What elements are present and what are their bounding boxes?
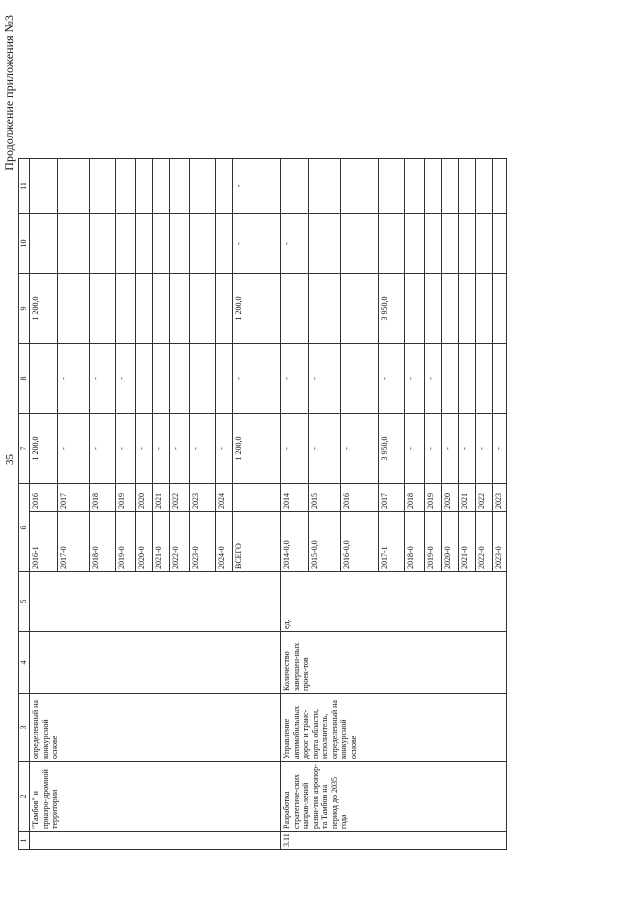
regional-cell xyxy=(442,274,459,344)
federal-cell: - xyxy=(425,344,442,414)
total-cell: - xyxy=(281,414,309,484)
indicator-cell xyxy=(30,632,281,694)
local-cell xyxy=(493,214,507,274)
local-cell xyxy=(425,214,442,274)
total-cell: 1 200,0 xyxy=(233,414,281,484)
year-cell xyxy=(233,484,281,512)
total-cell: - xyxy=(405,414,425,484)
regional-cell xyxy=(405,274,425,344)
header-cell: 11 xyxy=(19,159,30,214)
federal-cell xyxy=(442,344,459,414)
total-cell: - xyxy=(459,414,476,484)
federal-cell xyxy=(190,344,216,414)
indicator-value-cell: 2015-0,0 xyxy=(309,512,341,572)
regional-cell xyxy=(190,274,216,344)
regional-cell xyxy=(309,274,341,344)
caption: Продолжение приложения №3 xyxy=(2,15,16,171)
year-cell: 2018 xyxy=(90,484,116,512)
local-cell xyxy=(216,214,233,274)
other-cell xyxy=(90,159,116,214)
other-cell xyxy=(136,159,153,214)
local-cell xyxy=(116,214,136,274)
header-cell: 10 xyxy=(19,214,30,274)
other-cell xyxy=(216,159,233,214)
event-name-cell: "Тамбов" и приаэро-дромной территории xyxy=(30,762,281,832)
federal-cell xyxy=(216,344,233,414)
other-cell xyxy=(493,159,507,214)
total-cell: - xyxy=(493,414,507,484)
indicator-value-cell: 2022-0 xyxy=(170,512,190,572)
local-cell xyxy=(476,214,493,274)
total-cell: - xyxy=(58,414,90,484)
federal-cell: - xyxy=(233,344,281,414)
other-cell xyxy=(309,159,341,214)
total-cell: - xyxy=(136,414,153,484)
federal-cell xyxy=(170,344,190,414)
indicator-value-cell: 2017-1 xyxy=(379,512,405,572)
header-cell: 3 xyxy=(19,694,30,762)
other-cell xyxy=(30,159,58,214)
local-cell xyxy=(170,214,190,274)
year-cell: 2014 xyxy=(281,484,309,512)
year-cell: 2020 xyxy=(136,484,153,512)
executor-cell: Управление автомобильных дорог и транс-порта области, исполнитель, определенный на конкурсной основе xyxy=(281,694,507,762)
regional-cell xyxy=(281,274,309,344)
total-cell: - xyxy=(116,414,136,484)
header-row xyxy=(19,15,30,850)
federal-cell: - xyxy=(405,344,425,414)
appendix-table xyxy=(18,14,507,850)
year-cell: 2019 xyxy=(116,484,136,512)
regional-cell xyxy=(425,274,442,344)
regional-cell xyxy=(170,274,190,344)
regional-cell xyxy=(153,274,170,344)
local-cell xyxy=(136,214,153,274)
other-cell xyxy=(405,159,425,214)
federal-cell xyxy=(493,344,507,414)
indicator-value-cell: 2020-0 xyxy=(442,512,459,572)
federal-cell: - xyxy=(116,344,136,414)
local-cell xyxy=(30,214,58,274)
total-cell: - xyxy=(476,414,493,484)
local-cell xyxy=(459,214,476,274)
table-row xyxy=(281,15,309,850)
regional-cell xyxy=(58,274,90,344)
indicator-value-cell: 2023-0 xyxy=(190,512,216,572)
header-cell: 7 xyxy=(19,414,30,484)
other-cell xyxy=(425,159,442,214)
federal-cell: - xyxy=(379,344,405,414)
indicator-value-cell: 2018-0 xyxy=(90,512,116,572)
other-cell xyxy=(476,159,493,214)
federal-cell xyxy=(153,344,170,414)
indicator-value-cell: 2022-0 xyxy=(476,512,493,572)
regional-cell: 1 200,0 xyxy=(233,274,281,344)
other-cell xyxy=(116,159,136,214)
total-cell: - xyxy=(153,414,170,484)
federal-cell: - xyxy=(90,344,116,414)
total-cell: 3 950,0 xyxy=(379,414,405,484)
regional-cell xyxy=(493,274,507,344)
federal-cell: - xyxy=(309,344,341,414)
regional-cell: 3 950,0 xyxy=(379,274,405,344)
indicator-value-cell: 2016-0,0 xyxy=(341,512,379,572)
total-cell: 1 200,0 xyxy=(30,414,58,484)
indicator-value-cell: 2023-0 xyxy=(493,512,507,572)
other-cell: - xyxy=(233,159,281,214)
total-cell: - xyxy=(216,414,233,484)
total-cell: - xyxy=(341,414,379,484)
year-cell: 2021 xyxy=(459,484,476,512)
indicator-value-cell: 2016-1 xyxy=(30,512,58,572)
item-number-cell: 3.11 xyxy=(281,832,507,850)
indicator-value-cell: 2019-0 xyxy=(425,512,442,572)
executor-cell: определенный на конкурсной основе xyxy=(30,694,281,762)
header-cell: 1 xyxy=(19,832,30,850)
total-cell: - xyxy=(170,414,190,484)
federal-cell xyxy=(476,344,493,414)
year-cell: 2020 xyxy=(442,484,459,512)
total-cell: - xyxy=(309,414,341,484)
regional-cell xyxy=(459,274,476,344)
item-number-cell xyxy=(30,832,281,850)
header-cell: 2 xyxy=(19,762,30,832)
regional-cell xyxy=(90,274,116,344)
year-cell: 2017 xyxy=(379,484,405,512)
regional-cell xyxy=(341,274,379,344)
other-cell xyxy=(281,159,309,214)
unit-cell xyxy=(30,572,281,632)
total-cell: - xyxy=(190,414,216,484)
indicator-value-cell: 2020-0 xyxy=(136,512,153,572)
indicator-value-cell: 2018-0 xyxy=(405,512,425,572)
header-cell: 4 xyxy=(19,632,30,694)
header-cell: 6 xyxy=(19,484,30,572)
regional-cell xyxy=(136,274,153,344)
local-cell xyxy=(90,214,116,274)
indicator-value-cell: 2021-0 xyxy=(153,512,170,572)
regional-cell xyxy=(116,274,136,344)
year-cell: 2016 xyxy=(341,484,379,512)
year-cell: 2016 xyxy=(30,484,58,512)
year-cell: 2022 xyxy=(170,484,190,512)
year-cell: 2019 xyxy=(425,484,442,512)
unit-cell: ед. xyxy=(281,572,507,632)
indicator-value-cell: 2021-0 xyxy=(459,512,476,572)
year-cell: 2021 xyxy=(153,484,170,512)
header-cell: 9 xyxy=(19,274,30,344)
event-name-cell: Разработка стратегиче-ских направ-лений разви-тия аэропор-та Тамбов на период до 2035 года xyxy=(281,762,507,832)
indicator-value-cell: 2014-0,0 xyxy=(281,512,309,572)
federal-cell xyxy=(341,344,379,414)
regional-cell: 1 200,0 xyxy=(30,274,58,344)
year-cell: 2015 xyxy=(309,484,341,512)
federal-cell: - xyxy=(281,344,309,414)
local-cell xyxy=(341,214,379,274)
indicator-value-cell: ВСЕГО xyxy=(233,512,281,572)
year-cell: 2023 xyxy=(190,484,216,512)
local-cell xyxy=(442,214,459,274)
local-cell xyxy=(405,214,425,274)
federal-cell xyxy=(459,344,476,414)
federal-cell: - xyxy=(58,344,90,414)
local-cell xyxy=(153,214,170,274)
local-cell: - xyxy=(281,214,309,274)
local-cell xyxy=(309,214,341,274)
other-cell xyxy=(170,159,190,214)
other-cell xyxy=(190,159,216,214)
total-cell: - xyxy=(442,414,459,484)
header-cell: 5 xyxy=(19,572,30,632)
other-cell xyxy=(153,159,170,214)
total-cell: - xyxy=(90,414,116,484)
indicator-value-cell: 2024-0 xyxy=(216,512,233,572)
year-cell: 2022 xyxy=(476,484,493,512)
local-cell xyxy=(58,214,90,274)
other-cell xyxy=(459,159,476,214)
page-number: 35 xyxy=(4,454,16,465)
year-cell: 2023 xyxy=(493,484,507,512)
table-row xyxy=(30,15,58,850)
other-cell xyxy=(58,159,90,214)
indicator-value-cell: 2017-0 xyxy=(58,512,90,572)
year-cell: 2024 xyxy=(216,484,233,512)
year-cell: 2017 xyxy=(58,484,90,512)
regional-cell xyxy=(476,274,493,344)
regional-cell xyxy=(216,274,233,344)
indicator-cell: Количество завершен-ных проек-тов xyxy=(281,632,507,694)
local-cell: - xyxy=(233,214,281,274)
federal-cell xyxy=(136,344,153,414)
other-cell xyxy=(341,159,379,214)
local-cell xyxy=(379,214,405,274)
indicator-value-cell: 2019-0 xyxy=(116,512,136,572)
local-cell xyxy=(190,214,216,274)
federal-cell xyxy=(30,344,58,414)
other-cell xyxy=(442,159,459,214)
header-cell: 8 xyxy=(19,344,30,414)
other-cell xyxy=(379,159,405,214)
total-cell: - xyxy=(425,414,442,484)
year-cell: 2018 xyxy=(405,484,425,512)
